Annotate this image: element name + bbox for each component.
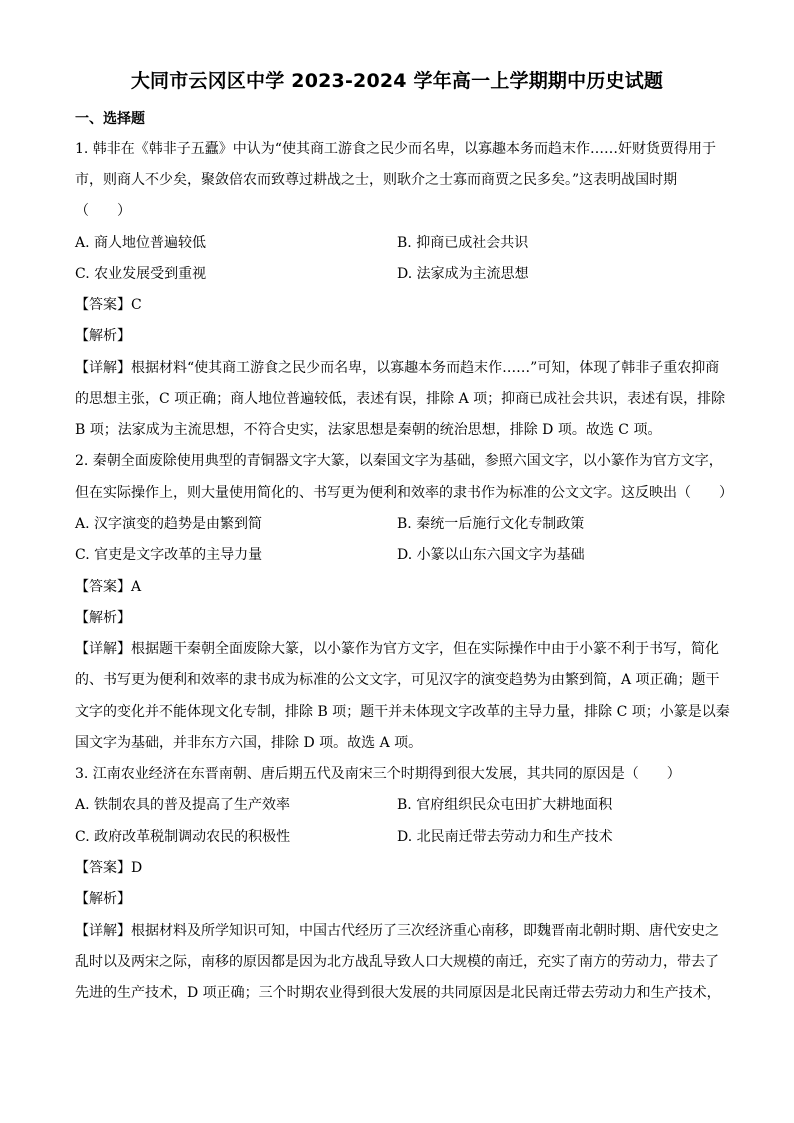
q3-analysis-label: 【解析】 — [75, 891, 131, 907]
q3-detail-line-3: 先进的生产技术，D 项正确；三个时期农业得到很大发展的共同原因是北民南迁带去劳动力和生产技术， — [75, 985, 721, 1001]
q1-answer: 【答案】C — [75, 297, 142, 313]
q3-option-d: D. 北民南迁带去劳动力和生产技术 — [397, 829, 613, 845]
q2-detail-line-3: 文字的变化并不能体现文化专制，排除 B 项；题干并未体现文字改革的主导力量，排除 C 项；小篆是以秦 — [75, 704, 730, 720]
q1-stem-line-2: 市，则商人不少矣，聚敛倍农而致尊过耕战之士，则耿介之士寡而商贾之民多矣。”这表明战国时期 — [75, 172, 678, 188]
q1-stem-line-1: 1. 韩非在《韩非子五蠹》中认为“使其商工游食之民少而名卑，以寡趣本务而趋末作……奸财货贾得用于 — [75, 141, 716, 157]
section-heading: 一、选择题 — [75, 111, 145, 127]
q2-option-c: C. 官吏是文字改革的主导力量 — [75, 547, 263, 563]
page-title: 大同市云冈区中学 2023-2024 学年高一上学期期中历史试题 — [130, 70, 664, 92]
q3-detail-line-2: 乱时以及两宋之际，南移的原因都是因为北方战乱导致人口大规模的南迁，充实了南方的劳动力，带去了 — [75, 954, 719, 970]
q2-detail-line-4: 国文字为基础，并非东方六国，排除 D 项。故选 A 项。 — [75, 735, 423, 751]
q3-option-b: B. 官府组织民众屯田扩大耕地面积 — [397, 797, 613, 813]
q3-answer: 【答案】D — [75, 860, 143, 876]
q1-stem-line-3: （ ） — [75, 203, 131, 219]
q1-analysis-label: 【解析】 — [75, 328, 131, 344]
q2-stem-line-2: 但在实际操作上，则大量使用简化的、书写更为便利和效率的隶书作为标准的公文文字。这反映出（ ） — [75, 485, 733, 501]
q3-option-c: C. 政府改革税制调动农民的积极性 — [75, 829, 291, 845]
q1-detail-line-1: 【详解】根据材料“使其商工游食之民少而名卑，以寡趣本务而趋末作……”可知，体现了韩非子重农抑商 — [75, 360, 720, 376]
q2-detail-line-2: 的、书写更为便利和效率的隶书成为标准的公文文字，可见汉字的演变趋势为由繁到简，A 项正确；题干 — [75, 672, 720, 688]
q2-detail-line-1: 【详解】根据题干秦朝全面废除大篆，以小篆作为官方文字，但在实际操作中由于小篆不利于书写，简化 — [75, 641, 719, 657]
q1-detail-line-3: B 项；法家成为主流思想，不符合史实，法家思想是秦朝的统治思想，排除 D 项。故选 C 项。 — [75, 422, 662, 438]
q3-option-a: A. 铁制农具的普及提高了生产效率 — [75, 797, 291, 813]
q3-detail-line-1: 【详解】根据材料及所学知识可知，中国古代经历了三次经济重心南移，即魏晋南北朝时期、唐代安史之 — [75, 923, 719, 939]
q3-stem-line-1: 3. 江南农业经济在东晋南朝、唐后期五代及南宋三个时期得到很大发展，其共同的原因是（ ） — [75, 766, 681, 782]
q1-option-b: B. 抑商已成社会共识 — [397, 235, 529, 251]
q2-option-b: B. 秦统一后施行文化专制政策 — [397, 516, 585, 532]
q1-option-d: D. 法家成为主流思想 — [397, 266, 529, 282]
q2-option-d: D. 小篆以山东六国文字为基础 — [397, 547, 585, 563]
q2-answer: 【答案】A — [75, 579, 142, 595]
q2-stem-line-1: 2. 秦朝全面废除使用典型的青铜器文字大篆，以秦国文字为基础，参照六国文字，以小篆作为官方文字， — [75, 453, 723, 469]
q2-option-a: A. 汉字演变的趋势是由繁到简 — [75, 516, 263, 532]
q1-option-a: A. 商人地位普遍较低 — [75, 235, 207, 251]
q1-detail-line-2: 的思想主张，C 项正确；商人地位普遍较低，表述有误，排除 A 项；抑商已成社会共识，表述有误，排除 — [75, 391, 726, 407]
q2-analysis-label: 【解析】 — [75, 610, 131, 626]
q1-option-c: C. 农业发展受到重视 — [75, 266, 207, 282]
